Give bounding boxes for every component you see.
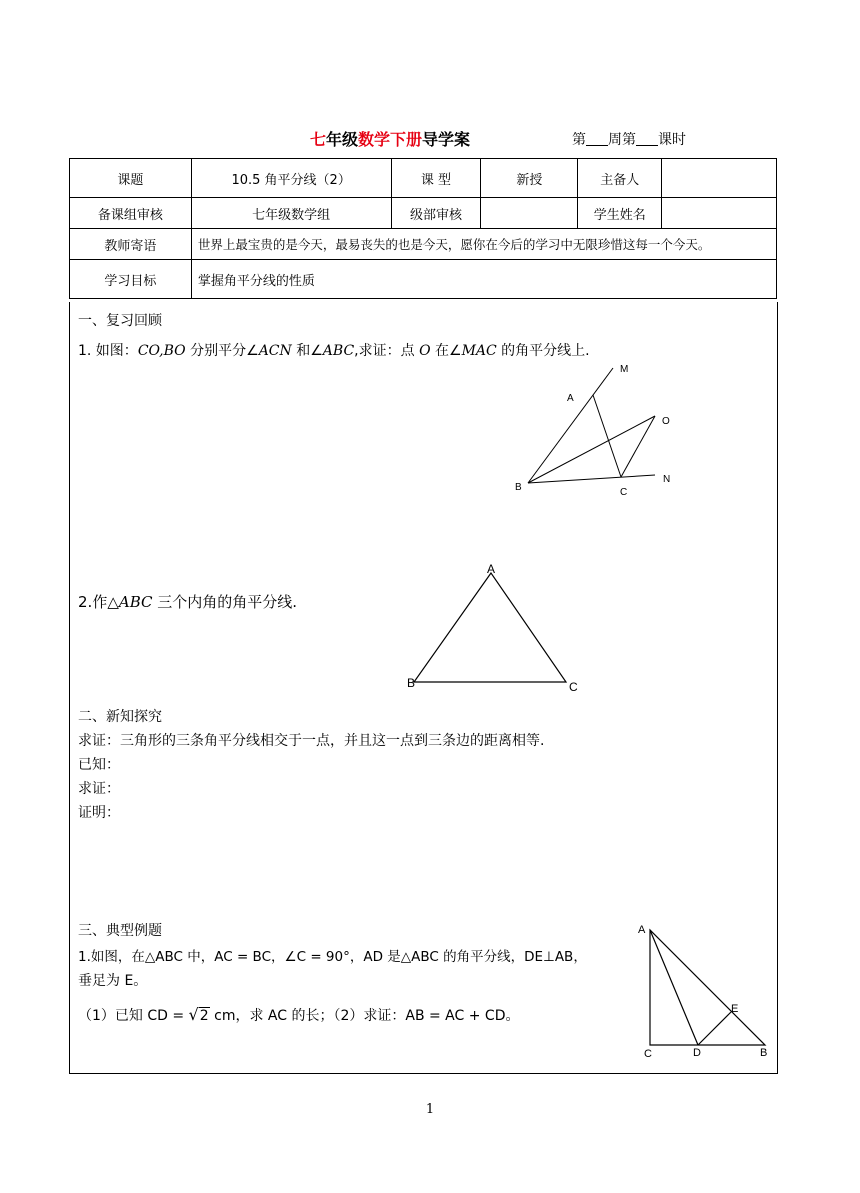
page-number: 1 bbox=[425, 1102, 435, 1117]
example-1-line-2: 垂足为 E。 bbox=[78, 973, 148, 989]
question-1 bbox=[78, 340, 590, 360]
known-label: 已知： bbox=[78, 757, 120, 773]
label-a: A bbox=[567, 393, 574, 404]
figure-example-1 bbox=[632, 918, 782, 1063]
triangle-abc bbox=[414, 573, 566, 682]
figure-angle-bisector bbox=[505, 358, 685, 498]
topic-label: 课题 bbox=[70, 159, 192, 198]
title-grade-number: 七 bbox=[310, 130, 327, 149]
example-1-line-1: 1.如图，在△ABC 中，AC = BC，∠C = 90°，AD 是△ABC 的角平分线，DE⊥AB， bbox=[78, 949, 587, 965]
label-a: A bbox=[487, 562, 496, 576]
q1-text: 分别平分∠ bbox=[185, 343, 259, 359]
grade-review-value[interactable] bbox=[481, 198, 578, 229]
title-line bbox=[0, 127, 860, 151]
label-m: M bbox=[620, 364, 629, 375]
label-a: A bbox=[638, 924, 646, 936]
type-label: 课 型 bbox=[391, 159, 481, 198]
question-2 bbox=[78, 591, 297, 612]
q2-text: 作△ bbox=[92, 593, 119, 611]
theorem-statement: 求证：三角形的三条角平分线相交于一点，并且这一点到三条边的距离相等. bbox=[78, 733, 545, 749]
section2-heading: 二、新知探究 bbox=[78, 709, 162, 725]
q1-var: O bbox=[419, 343, 431, 359]
q1-var: MAC bbox=[461, 343, 497, 359]
label-b: B bbox=[760, 1047, 768, 1059]
q1-text: 在∠ bbox=[430, 343, 462, 359]
label-o: O bbox=[662, 416, 670, 427]
title-grade: 年级 bbox=[326, 130, 359, 149]
sqrt-sign: √ bbox=[188, 1005, 199, 1024]
teacher-message-label: 教师寄语 bbox=[70, 229, 192, 260]
label-b: B bbox=[407, 676, 416, 690]
title-suffix: 导学案 bbox=[422, 130, 471, 149]
table-row bbox=[70, 198, 777, 229]
example-1-line-3 bbox=[78, 1005, 519, 1025]
label-c: C bbox=[569, 680, 578, 694]
type-value: 新授 bbox=[481, 159, 578, 198]
label-b: B bbox=[515, 482, 522, 493]
period-label-1: 第 bbox=[572, 132, 586, 148]
student-name-label: 学生姓名 bbox=[578, 198, 662, 229]
topic-value: 10.5 角平分线（2） bbox=[191, 159, 391, 198]
table-row bbox=[70, 260, 777, 299]
teacher-message: 世界上最宝贵的是今天，最易丧失的也是今天，愿你在今后的学习中无限珍惜这每一个今天。 bbox=[191, 229, 776, 260]
label-e: E bbox=[731, 1003, 739, 1015]
line-ad bbox=[650, 930, 698, 1045]
line-de bbox=[698, 1012, 731, 1045]
lesson-blank[interactable] bbox=[636, 133, 658, 146]
proof-label: 证明： bbox=[78, 805, 120, 821]
objective-value: 掌握角平分线的性质 bbox=[191, 260, 776, 299]
objective-label: 学习目标 bbox=[70, 260, 192, 299]
period-label-2: 周第 bbox=[608, 132, 636, 148]
table-row bbox=[70, 229, 777, 260]
q1-text: 的角平分线上. bbox=[496, 343, 590, 359]
preparer-value[interactable] bbox=[662, 159, 777, 198]
label-c: C bbox=[644, 1048, 652, 1060]
line-bn bbox=[528, 475, 655, 483]
grade-review-label: 级部审核 bbox=[391, 198, 481, 229]
q1-var: CO,BO bbox=[137, 343, 186, 359]
preparer-label: 主备人 bbox=[578, 159, 662, 198]
table-row bbox=[70, 159, 777, 198]
q2-var: ABC bbox=[118, 593, 153, 611]
q1-text: 和∠ bbox=[291, 343, 323, 359]
period-field bbox=[572, 129, 686, 149]
label-d: D bbox=[693, 1047, 701, 1059]
section3-heading: 三、典型例题 bbox=[78, 923, 162, 939]
prove-label: 求证： bbox=[78, 781, 120, 797]
section1-heading: 一、复习回顾 bbox=[78, 313, 162, 329]
q1-var: ABC bbox=[322, 343, 355, 359]
triangle-abc bbox=[650, 930, 765, 1045]
student-name-value[interactable] bbox=[662, 198, 777, 229]
ex1-part-a: （1）已知 CD = bbox=[78, 1008, 189, 1024]
q2-number: 2. bbox=[78, 593, 93, 611]
title-subject: 数学下册 bbox=[358, 130, 423, 149]
week-blank[interactable] bbox=[586, 133, 608, 146]
review-value: 七年级数学组 bbox=[191, 198, 391, 229]
sqrt-value: 2 bbox=[199, 1008, 209, 1024]
figure-triangle bbox=[400, 560, 590, 695]
label-n: N bbox=[663, 474, 671, 485]
q1-number: 1. 如图： bbox=[78, 343, 138, 359]
ex1-part-c: cm，求 AC 的长；（2）求证：AB = AC + CD。 bbox=[209, 1008, 520, 1024]
label-c: C bbox=[620, 487, 628, 498]
q2-text: 三个内角的角平分线. bbox=[152, 593, 298, 611]
q1-var: ACN bbox=[258, 343, 292, 359]
doc-title bbox=[310, 127, 470, 150]
period-label-3: 课时 bbox=[658, 132, 686, 148]
line-bm bbox=[528, 368, 613, 483]
review-label: 备课组审核 bbox=[70, 198, 192, 229]
info-table bbox=[69, 158, 777, 299]
q1-text: ,求证：点 bbox=[354, 343, 420, 359]
